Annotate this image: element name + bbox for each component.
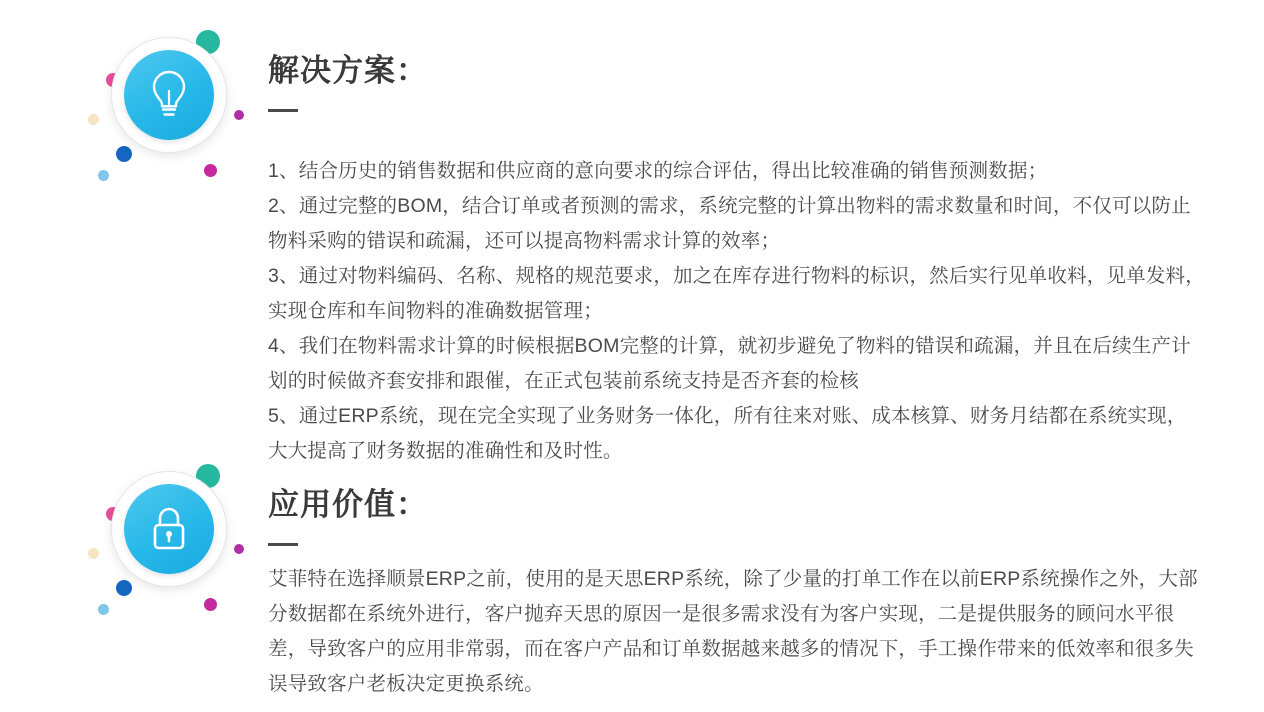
decorative-dot-cream xyxy=(88,548,99,559)
body-text-value xyxy=(268,562,1206,702)
icon-cluster-value xyxy=(78,452,258,622)
paragraph: 2、通过完整的BOM，结合订单或者预测的需求，系统完整的计算出物料的需求数量和时间，不仅可以防止物料采购的错误和疏漏，还可以提高物料需求计算的效率； xyxy=(268,195,1191,252)
decorative-dot-purple xyxy=(234,544,244,554)
paragraph: 艾菲特在选择顺景ERP之前，使用的是天思ERP系统，除了少量的打单工作在以前ERP系统操作之外，大部分数据都在系统外进行，客户抛弃天思的原因一是很多需求没有为客户实现，二是提供服务的顾问水平很差，导致客户的应用非常弱，而在客户产品和订单数据越来越多的情况下，手工操作带来的低效率和很多失误导致客户老板决定更换系统。 xyxy=(268,568,1198,695)
paragraph: 1、结合历史的销售数据和供应商的意向要求的综合评估，得出比较准确的销售预测数据； xyxy=(268,160,1048,182)
body-text-solution xyxy=(268,154,1206,469)
decorative-dot-blue xyxy=(116,580,132,596)
page-title-solution: 解决方案： xyxy=(268,53,428,88)
decorative-dot-light-blue xyxy=(98,170,109,181)
decorative-dot-magenta xyxy=(204,164,217,177)
paragraph: 5、通过ERP系统，现在完全实现了业务财务一体化，所有往来对账、成本核算、财务月结都在系统实现，大大提高了财务数据的准确性和及时性。 xyxy=(268,405,1187,462)
heading-rule xyxy=(268,543,298,546)
lightbulb-icon xyxy=(124,50,214,140)
heading-block-value xyxy=(268,486,428,546)
decorative-dot-purple xyxy=(234,110,244,120)
decorative-dot-light-blue xyxy=(98,604,109,615)
decorative-dot-magenta xyxy=(204,598,217,611)
decorative-dot-blue xyxy=(116,146,132,162)
lock-icon xyxy=(124,484,214,574)
paragraph: 4、我们在物料需求计算的时候根据BOM完整的计算，就初步避免了物料的错误和疏漏，并且在后续生产计划的时候做齐套安排和跟催，在正式包装前系统支持是否齐套的检核 xyxy=(268,335,1191,392)
page-title-value: 应用价值： xyxy=(268,487,428,522)
heading-block-solution xyxy=(268,52,428,112)
decorative-dot-cream xyxy=(88,114,99,125)
icon-cluster-solution xyxy=(78,18,258,188)
heading-rule xyxy=(268,109,298,112)
paragraph: 3、通过对物料编码、名称、规格的规范要求，加之在库存进行物料的标识，然后实行见单收料，见单发料，实现仓库和车间物料的准确数据管理； xyxy=(268,265,1205,322)
